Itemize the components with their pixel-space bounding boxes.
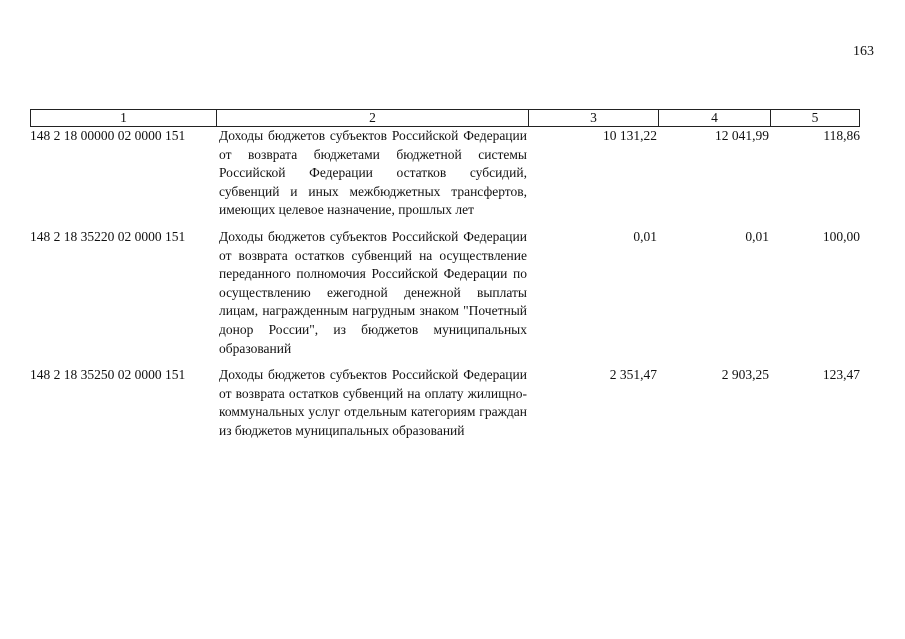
column-header-5: 5 [771,109,860,127]
row-name: Доходы бюджетов субъектов Российской Федерации от возврата остатков субвенций на осуществление переданного полномочия Российской Федерации по осуществлению ежегодной денежной выплаты лицам, награжденным нагрудным знаком "Почетный донор России", из бюджетов муниципальных образований [219,228,527,356]
column-header-2: 2 [217,109,529,127]
row-name: Доходы бюджетов субъектов Российской Федерации от возврата остатков субвенций на оплату жилищно-коммунальных услуг отдельным категориям граждан из бюджетов муниципальных образований [219,367,527,438]
row-value-col3: 2 351,47 [609,367,657,383]
table-row [30,228,860,358]
row-name: Доходы бюджетов субъектов Российской Федерации от возврата бюджетами бюджетной системы Российской Федерации остатков субсидий, субвенций и иных межбюджетных трансфертов, имеющих целевое назначение, прошлых лет [219,128,527,218]
table-row [30,127,860,220]
page-number: 163 [853,44,874,59]
row-code: 148 2 18 35250 02 0000 151 [30,367,186,383]
row-value-col4: 2 903,25 [721,367,769,383]
column-header-4: 4 [659,109,771,127]
budget-table [30,109,860,441]
row-value-col4: 12 041,99 [715,128,769,143]
column-header-3: 3 [529,109,659,127]
table-header [30,109,860,127]
row-value-col5: 118,86 [823,128,860,143]
row-code: 148 2 18 00000 02 0000 151 [30,128,186,143]
table-row [30,366,860,440]
row-value-col5: 123,47 [822,367,860,383]
column-header-1: 1 [30,109,217,127]
row-value-col4: 0,01 [745,228,769,244]
row-value-col3: 10 131,22 [603,128,657,143]
row-code: 148 2 18 35220 02 0000 151 [30,228,186,244]
row-value-col3: 0,01 [633,228,657,244]
row-value-col5: 100,00 [822,228,860,244]
